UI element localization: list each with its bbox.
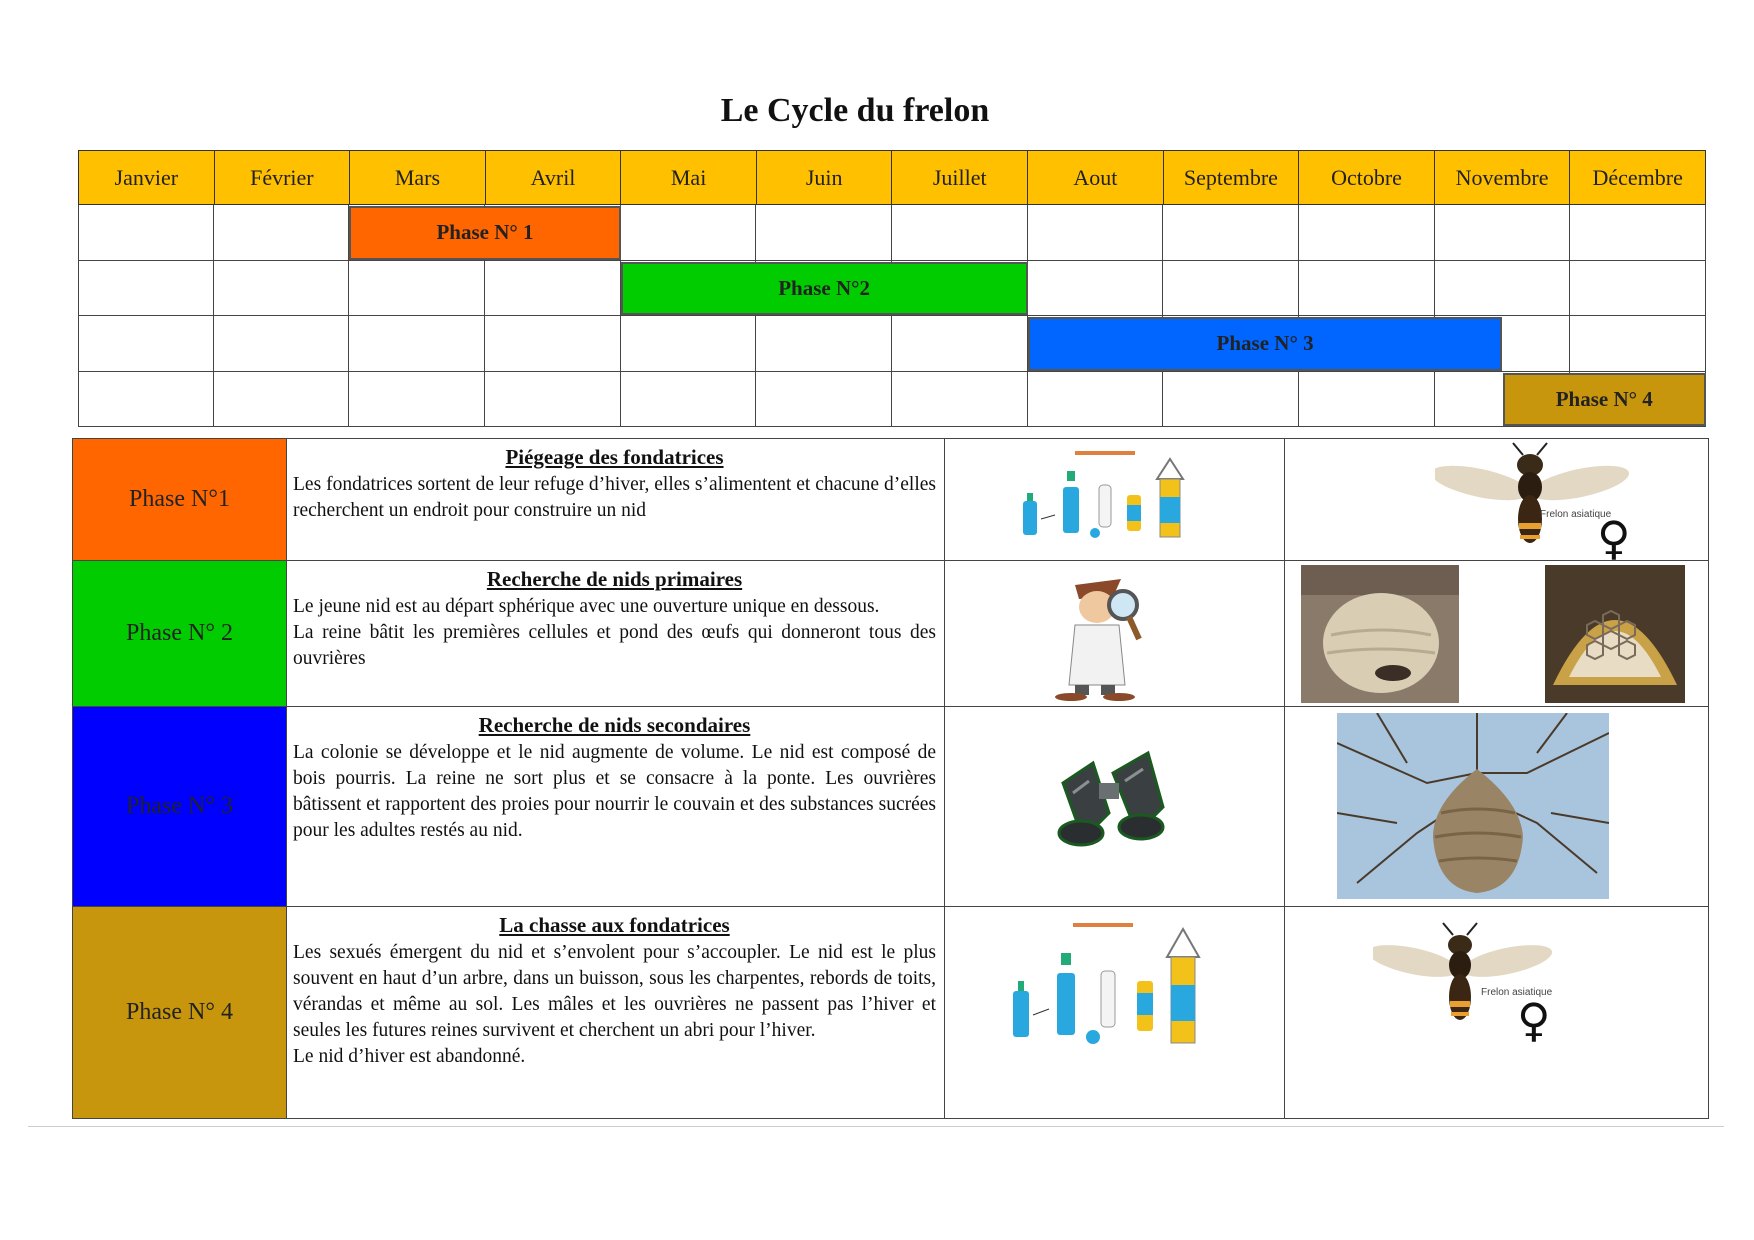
calendar-cell (1435, 261, 1571, 317)
calendar-cell (756, 372, 892, 428)
month-header: Mai (620, 150, 756, 205)
phase-text: Les fondatrices sortent de leur refuge d’hiver, elles s’alimentent et chacune d’elles recherchent un endroit pour construire un nid (293, 474, 936, 521)
month-header: Octobre (1298, 150, 1434, 205)
month-header: Juillet (891, 150, 1027, 205)
phase-text: Le nid d’hiver est abandonné. (293, 1046, 526, 1067)
calendar-cell (1028, 261, 1164, 317)
calendar-cell (78, 372, 214, 428)
calendar-cell (892, 316, 1028, 372)
calendar-cell (892, 205, 1028, 261)
calendar-cell (1163, 261, 1299, 317)
calendar-cell (1570, 205, 1706, 261)
table-row (73, 707, 1709, 907)
timeline-bar-phase-3: Phase N° 3 (1028, 317, 1503, 371)
calendar-cell (1435, 205, 1571, 261)
calendar-cell (214, 205, 350, 261)
calendar-cell (756, 205, 892, 261)
timeline-bar-phase-2: Phase N°2 (621, 262, 1028, 316)
timeline-bar-phase-1: Phase N° 1 (349, 206, 620, 260)
image-cell (945, 439, 1285, 561)
phase-heading: La chasse aux fondatrices (499, 913, 730, 937)
calendar-cell (1028, 205, 1164, 261)
table-row (73, 561, 1709, 707)
phase-text: La reine bâtit les premières cellules et pond des œufs qui donneront tous des ouvrières (293, 622, 936, 669)
calendar-cell (1299, 261, 1435, 317)
table-row (73, 439, 1709, 561)
female-symbol-icon: ♀ (1517, 993, 1551, 1047)
image-cell (1285, 439, 1709, 565)
phase-label-cell: Phase N°1 (73, 439, 287, 561)
calendar-cell (1163, 372, 1299, 428)
phase-description (287, 707, 945, 907)
phase-description (287, 439, 945, 561)
month-header: Février (214, 150, 350, 205)
image-cell (1285, 907, 1709, 1119)
calendar-cell (214, 261, 350, 317)
calendar-cell (1299, 372, 1435, 428)
calendar-cell (78, 205, 214, 261)
open-nest-cells-photo-icon (1545, 565, 1685, 703)
trap-illustration-icon (1005, 921, 1229, 1067)
phase-text: La colonie se développe et le nid augmente de volume. Le nid est composé de bois pourris. La reine ne sort plus et se consacre à la ponte. Les ouvrières bâtissent et rapportent des proies pour nourrir le couvain et des substances sucrées pour les adultes restés au nid. (293, 742, 936, 841)
month-header: Aout (1027, 150, 1163, 205)
calendar-cell (485, 261, 621, 317)
calendar-cell (349, 261, 485, 317)
primary-nest-photo-icon (1301, 565, 1459, 703)
calendar-cell (1299, 205, 1435, 261)
phase-heading: Recherche de nids primaires (486, 567, 743, 591)
calendar-cell (621, 205, 757, 261)
calendar-body (78, 205, 1706, 427)
hornet-caption: Frelon asiatique (1481, 987, 1553, 998)
month-header: Mars (349, 150, 485, 205)
calendar-cell (621, 372, 757, 428)
divider (28, 1126, 1724, 1127)
month-header-row (78, 150, 1706, 205)
phase-description (287, 907, 945, 1119)
calendar-cell (1028, 372, 1164, 428)
detective-magnifier-icon (1035, 565, 1165, 703)
month-header: Avril (485, 150, 621, 205)
calendar-cell (214, 372, 350, 428)
female-symbol-icon: ♀ (1597, 511, 1631, 565)
calendar-cell (485, 316, 621, 372)
calendar-cell (892, 372, 1028, 428)
phase-text: Le jeune nid est au départ sphérique avec une ouverture unique en dessous. (293, 596, 880, 617)
page-title: Le Cycle du frelon (720, 92, 990, 129)
phase-heading: Recherche de nids secondaires (478, 713, 751, 737)
phase-label-cell: Phase N° 3 (73, 707, 287, 907)
phase-label-cell: Phase N° 2 (73, 561, 287, 707)
phase-text: Les sexués émergent du nid et s’envolent pour s’accoupler. Le nid est le plus souvent en haut d’un arbre, dans un buisson, sous les charpentes, rebords de toits, vérandas et même au sol. Les mâles et les ouvrières ne passent pas l’hiver et seules les futures reines survivent et cherchent un abri pour l’hiver. (293, 942, 936, 1041)
image-cell (945, 707, 1285, 907)
calendar-cell (1163, 205, 1299, 261)
phases-table (72, 438, 1709, 1119)
calendar-cell (756, 316, 892, 372)
month-header: Novembre (1434, 150, 1570, 205)
calendar-cell (621, 316, 757, 372)
image-cell (1285, 561, 1709, 707)
calendar-cell (349, 372, 485, 428)
binoculars-icon (1053, 743, 1173, 853)
month-header: Septembre (1163, 150, 1299, 205)
calendar-grid (78, 150, 1706, 427)
phase-label-cell: Phase N° 4 (73, 907, 287, 1119)
month-header: Décembre (1569, 150, 1706, 205)
table-row (73, 907, 1709, 1119)
calendar-cell (485, 372, 621, 428)
timeline-bar-phase-4: Phase N° 4 (1503, 373, 1707, 427)
image-cell (945, 561, 1285, 707)
phase-description (287, 561, 945, 707)
trap-illustration-icon (1015, 449, 1215, 551)
calendar-cell (214, 316, 350, 372)
month-header: Juin (756, 150, 892, 205)
image-cell (1285, 707, 1709, 907)
calendar-cell (1570, 316, 1706, 372)
calendar-cell (349, 316, 485, 372)
calendar-cell (1570, 261, 1706, 317)
calendar-cell (78, 316, 214, 372)
secondary-nest-tree-photo-icon (1337, 713, 1609, 899)
month-header: Janvier (78, 150, 214, 205)
calendar-cell (78, 261, 214, 317)
hornet-caption: Frelon asiatique (1540, 509, 1612, 520)
phase-heading: Piégeage des fondatrices (505, 445, 724, 469)
image-cell (945, 907, 1285, 1119)
